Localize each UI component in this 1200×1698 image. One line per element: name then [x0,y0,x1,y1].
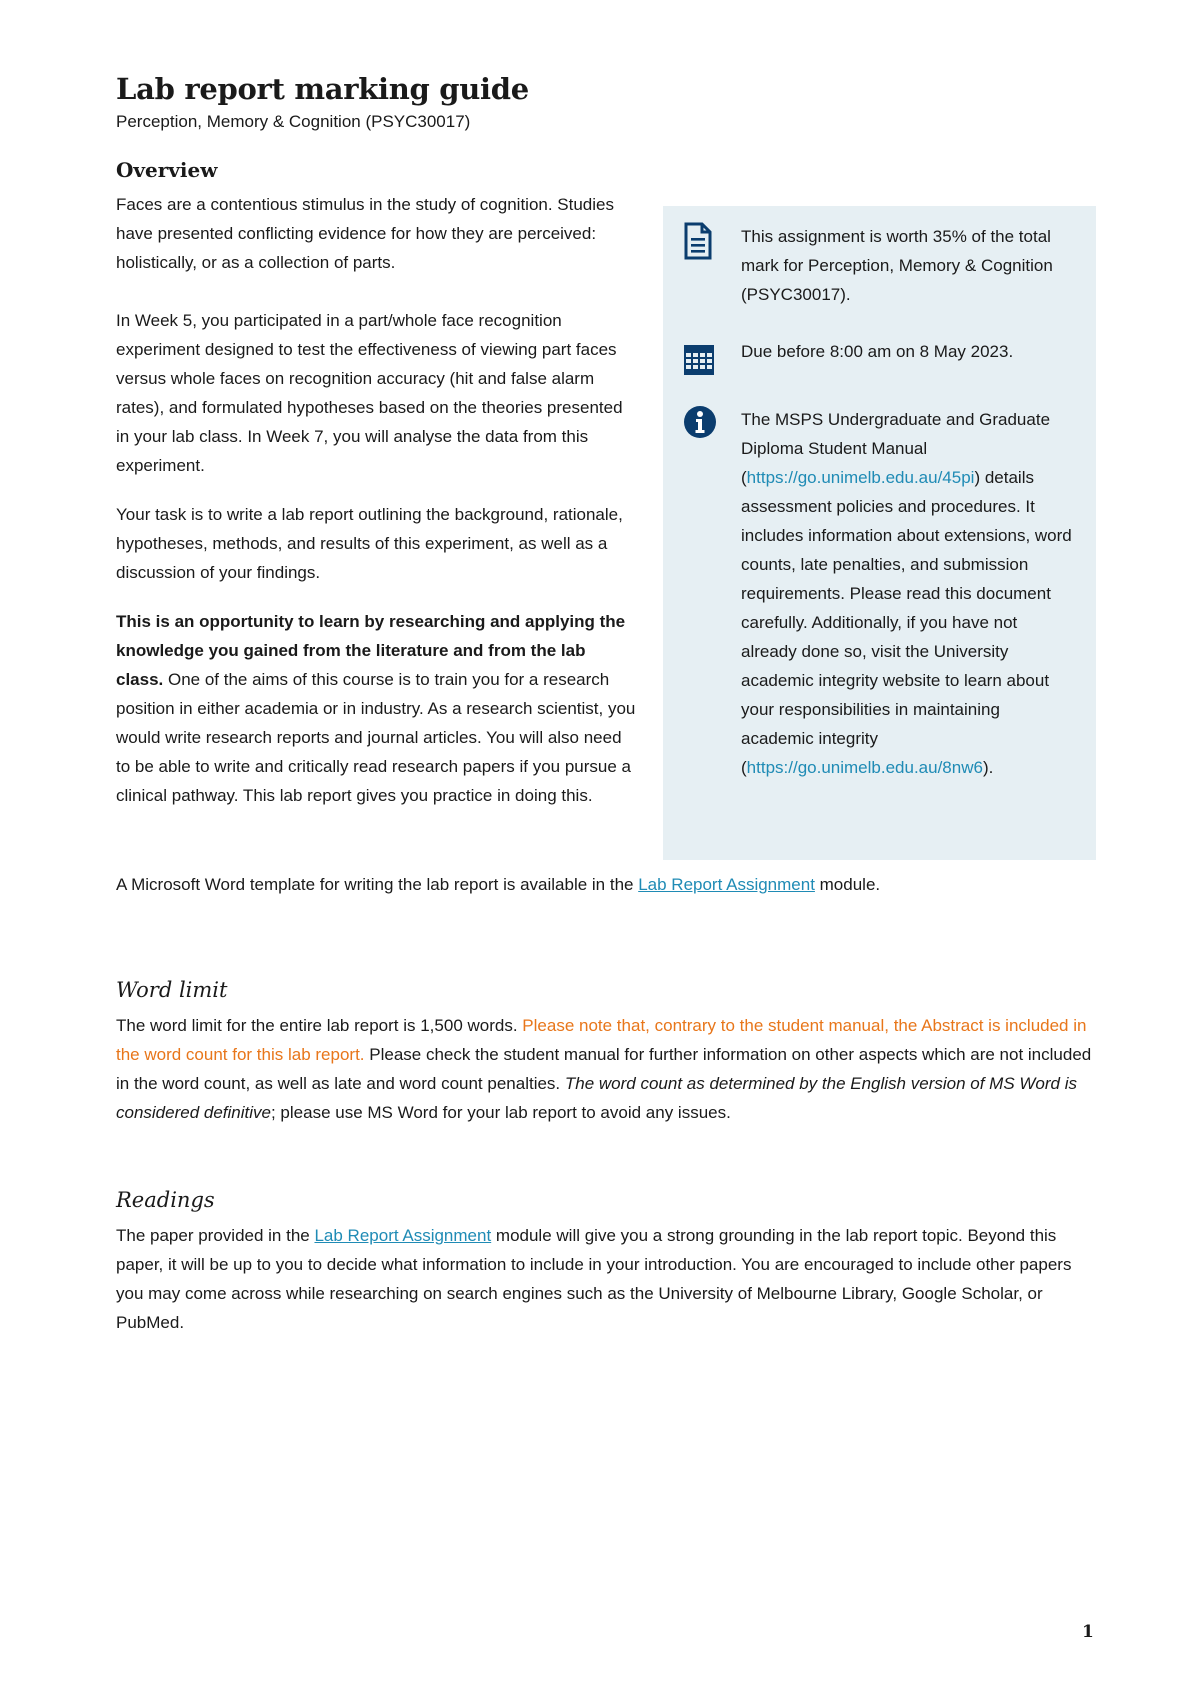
overview-heading: Overview [116,158,218,182]
readings-after: module will give you a strong grounding in the lab report topic. Beyond this paper, it will be up to you to decide what information to include in your introduction. You are encouraged to include other papers you may come across while researching on search engines such as the University of Melbourne Library, Google Scholar, or PubMed. [116,1226,1072,1332]
sidebar-weight-text: This assignment is worth 35% of the total mark for Perception, Memory & Cognition (PSYC30017). [741,227,1053,304]
overview-paragraph-4-bold: This is an opportunity to learn by researching and applying the knowledge you gained from the literature and from the lab class. [116,612,626,689]
template-note-after: module. [814,875,881,894]
sidebar-due-text: Due before 8:00 am on 8 May 2023. [741,342,1014,361]
readings-section [116,1185,1096,1337]
template-note-before: A Microsoft Word template for writing the lab report is available in the [116,875,639,894]
page-title: Lab report marking guide [116,72,529,106]
document-icon [683,222,719,262]
page-subtitle: Perception, Memory & Cognition (PSYC30017) [116,112,471,131]
word-limit-abstract-note: Please note that, contrary to the student manual, the Abstract is included in the word count for this lab report. [116,1016,1087,1064]
sidebar-manual-after: ). [982,758,994,777]
lab-report-assignment-link[interactable]: Lab Report Assignment [638,875,815,894]
overview-paragraph-4 [116,607,636,810]
readings-before: The paper provided in the [116,1226,315,1245]
sidebar-item-weight [683,222,1076,309]
info-icon [683,405,719,445]
overview-paragraph-1: Faces are a contentious stimulus in the study of cognition. Studies have presented conflicting evidence for how they are perceived: holistically, or as a collection of parts. [116,195,614,272]
page-number: 1 [1082,1622,1094,1642]
sidebar-manual-middle: ) details assessment policies and procedures. It includes information about extensions, word counts, late penalties, and submission requirements. Please read this document carefully. Additionally, if you have not already done so, visit the University academic integrity website to learn about your responsibilities in maintaining academic integrity ( [741,468,1072,777]
overview-body [116,190,636,860]
word-limit-section [116,975,1096,1127]
readings-text [116,1221,1096,1337]
template-note [116,870,1096,899]
sidebar-item-due [683,337,1076,377]
manual-link[interactable]: https://go.unimelb.edu.au/45pi [746,468,975,487]
calendar-icon [683,337,719,377]
word-limit-text [116,1011,1096,1127]
word-limit-text-1: The word limit for the entire lab report is 1,500 words. [116,1016,523,1035]
overview-paragraph-3: Your task is to write a lab report outlining the background, rationale, hypotheses, methods, and results of this experiment, as well as a discussion of your findings. [116,505,623,582]
word-limit-text-3: ; please use MS Word for your lab report to avoid any issues. [270,1103,731,1122]
document-page [116,70,1096,1357]
word-limit-definitive-note: The word count as determined by the English version of MS Word is considered definitive [116,1074,1077,1122]
overview-paragraph-4-rest: One of the aims of this course is to train you for a research position in either academia or in industry. As a research scientist, you would write research reports and journal articles. You will also need to be able to write and critically read research papers if you pursue a clinical pathway. This lab report gives you practice in doing this. [116,670,636,805]
readings-assignment-link[interactable]: Lab Report Assignment [314,1226,492,1245]
word-limit-text-2: Please check the student manual for further information on other aspects which are not included in the word count, as well as late and word count penalties. [116,1045,1092,1093]
integrity-link[interactable]: https://go.unimelb.edu.au/8nw6 [746,758,983,777]
sidebar-item-manual [683,405,1076,782]
readings-heading: Readings [116,1188,215,1212]
info-sidebar [663,206,1096,860]
overview-paragraph-2: In Week 5, you participated in a part/whole face recognition experiment designed to test the effectiveness of viewing part faces versus whole faces on recognition accuracy (hit and false alarm rates), and formulated hypotheses based on the theories presented in your lab class. In Week 7, you will analyse the data from this experiment. [116,311,623,475]
sidebar-manual-before: The MSPS Undergraduate and Graduate Diploma Student Manual ( [741,410,1051,487]
word-limit-heading: Word limit [116,978,228,1002]
sidebar-manual-text [741,405,1076,782]
